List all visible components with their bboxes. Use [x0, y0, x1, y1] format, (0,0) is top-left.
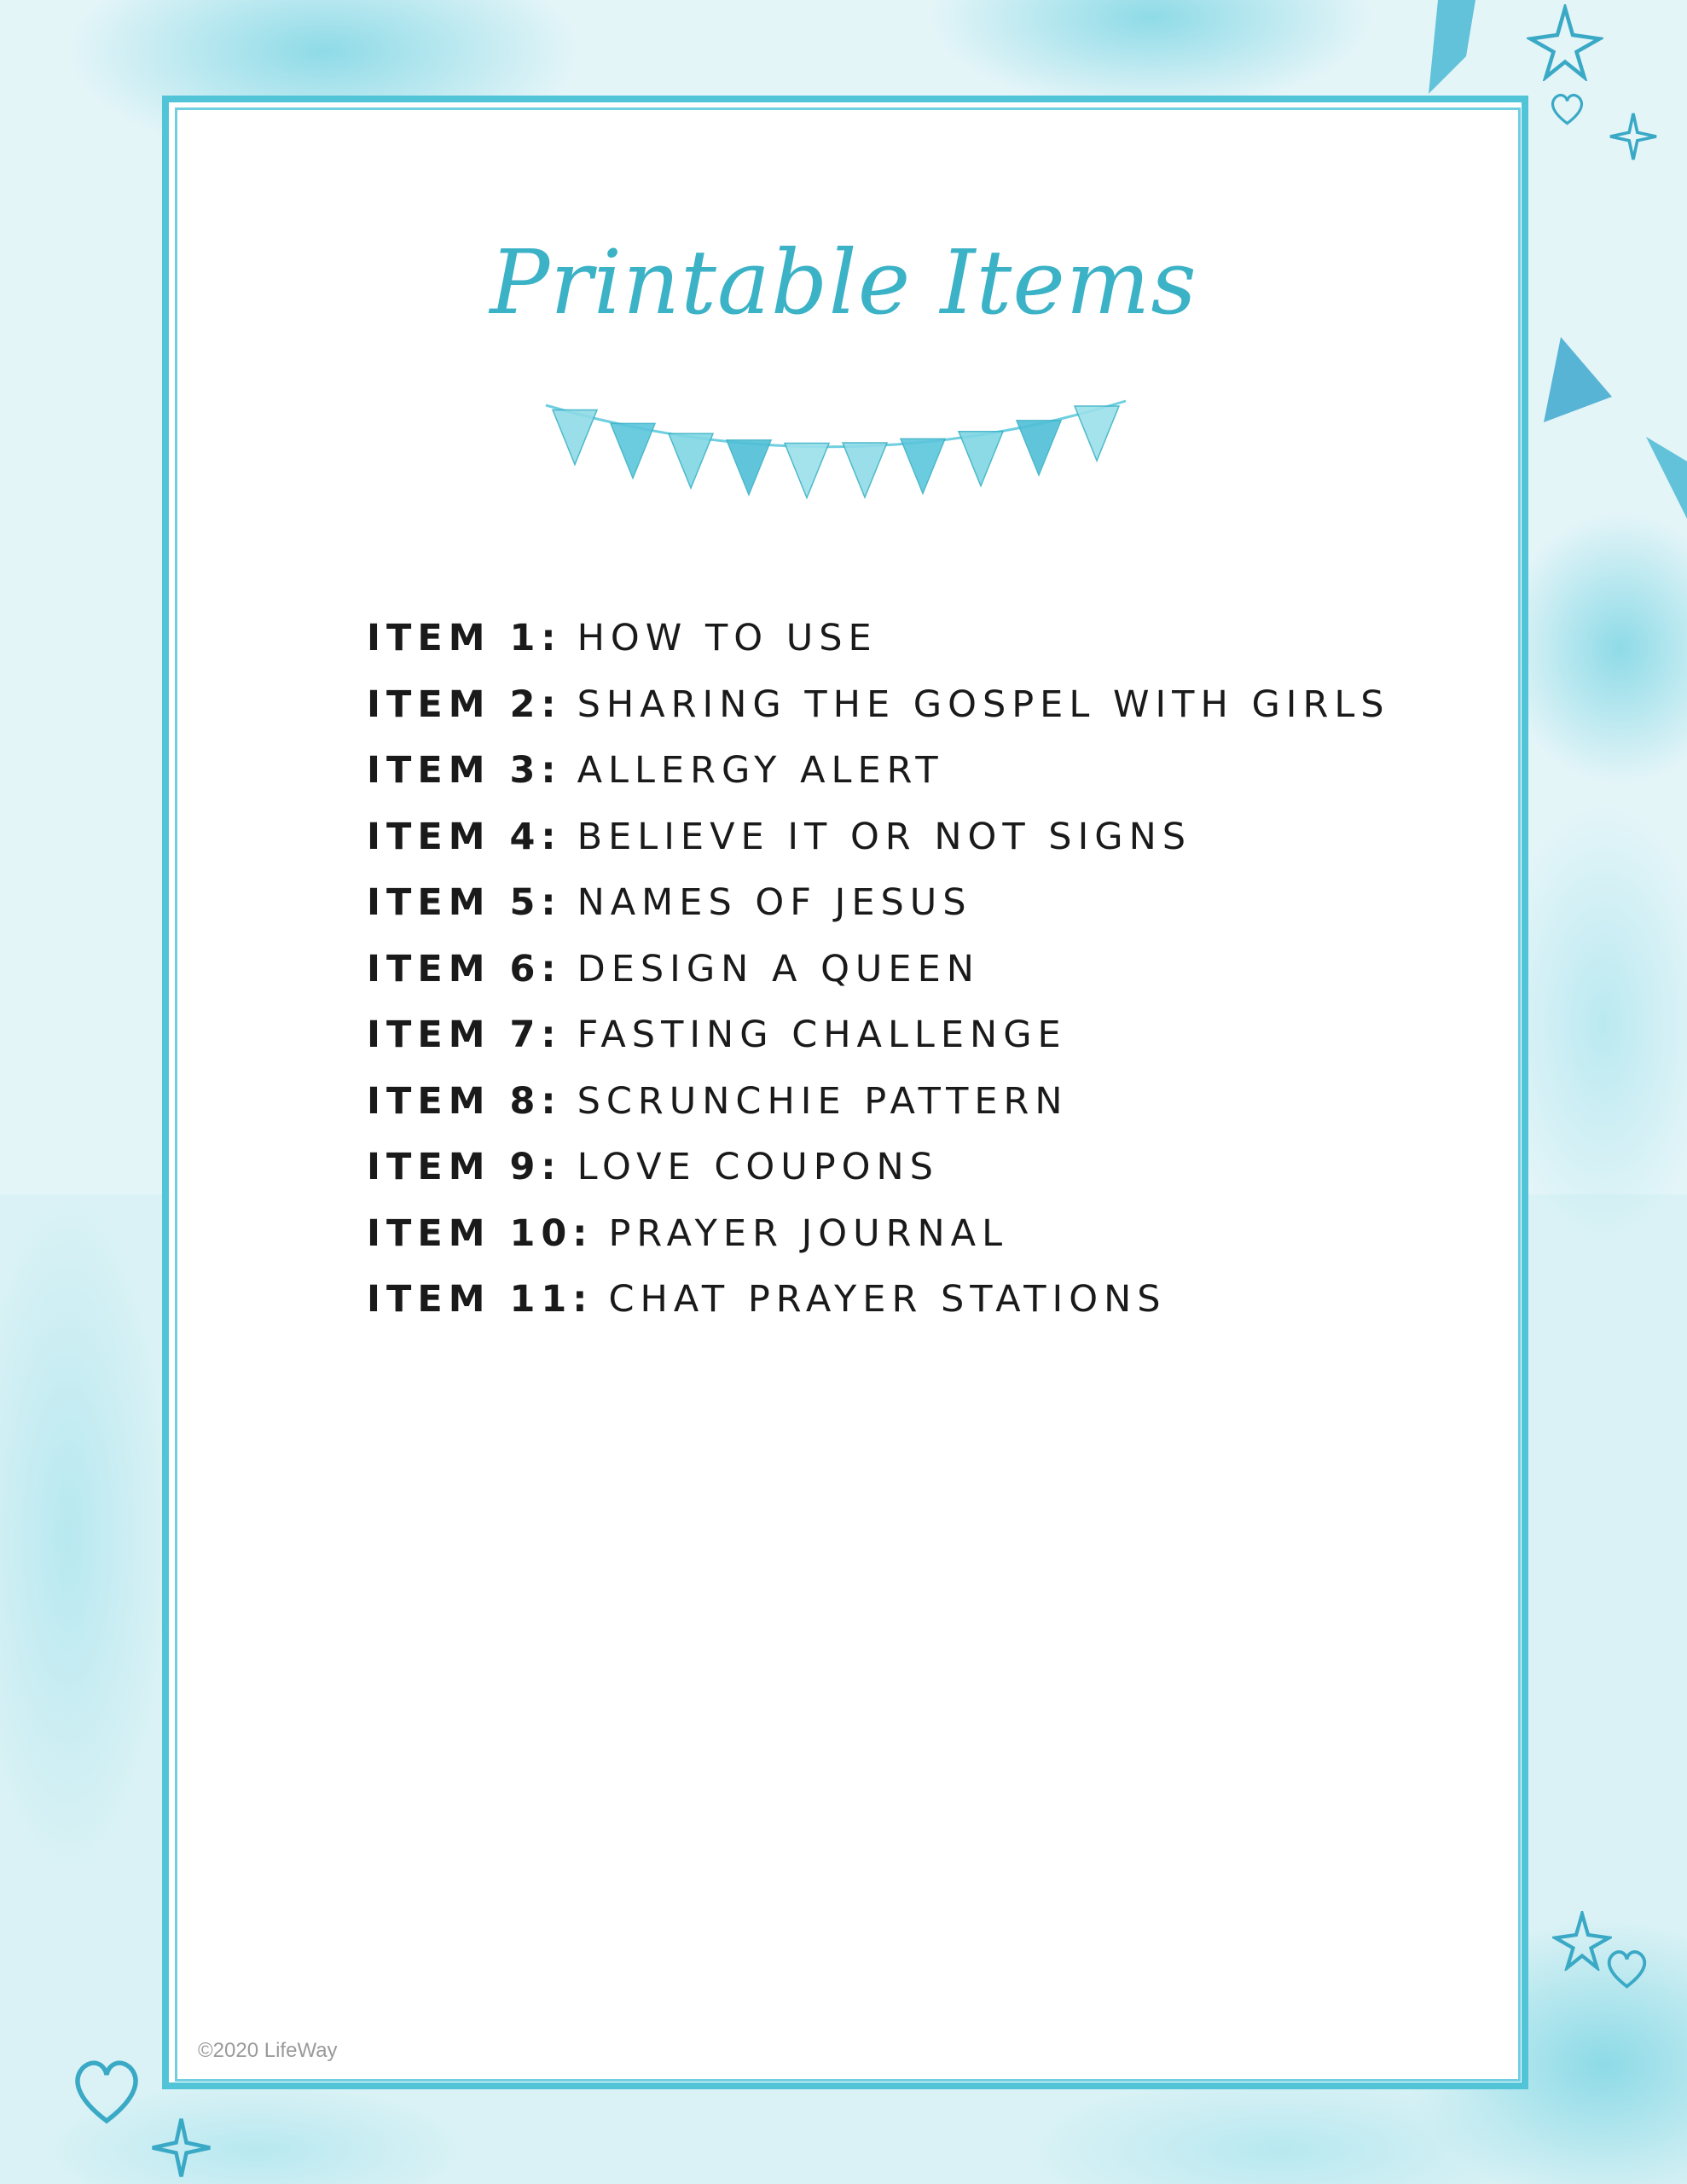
star-icon — [149, 2116, 213, 2180]
copyright-notice: ©2020 LifeWay — [198, 2039, 338, 2062]
bunting-flag — [1075, 406, 1119, 461]
item-label: ITEM 6: — [367, 947, 562, 990]
list-item — [367, 614, 1475, 681]
list-item — [367, 1275, 1475, 1342]
item-label: ITEM 3: — [367, 749, 562, 792]
list-item — [367, 681, 1475, 747]
item-title: CHAT PRAYER STATIONS — [608, 1278, 1167, 1321]
item-list — [367, 614, 1475, 1342]
item-title: PRAYER JOURNAL — [608, 1211, 1009, 1255]
item-title: SCRUNCHIE PATTERN — [577, 1079, 1069, 1123]
heart-icon — [1548, 90, 1586, 128]
bunting-flag — [669, 433, 713, 488]
item-label: ITEM 8: — [367, 1079, 562, 1123]
item-label: ITEM 4: — [367, 815, 562, 858]
heart-icon — [1603, 1945, 1650, 1992]
item-label: ITEM 5: — [367, 881, 562, 924]
watercolor-leaf-icon — [1646, 427, 1687, 529]
bunting-flag — [901, 439, 945, 493]
bunting-flag — [843, 443, 887, 497]
list-item — [367, 1077, 1475, 1144]
bunting-flag — [727, 440, 771, 495]
item-title: DESIGN A QUEEN — [577, 947, 980, 990]
list-item — [367, 945, 1475, 1012]
watercolor-leaf-icon — [1382, 0, 1475, 94]
bunting-flag — [785, 443, 829, 497]
heart-icon — [68, 2048, 145, 2133]
item-title: SHARING THE GOSPEL WITH GIRLS — [577, 682, 1390, 726]
list-item — [367, 1210, 1475, 1276]
item-title: LOVE COUPONS — [577, 1146, 939, 1188]
list-item — [367, 1143, 1475, 1210]
item-title: FASTING CHALLENGE — [577, 1014, 1067, 1056]
bunting-flag — [553, 410, 597, 464]
watercolor-leaf-icon — [1535, 324, 1620, 435]
item-label: ITEM 7: — [367, 1014, 562, 1056]
star-icon — [1608, 111, 1659, 162]
bunting-banner-icon — [537, 388, 1134, 533]
item-title: HOW TO USE — [577, 617, 878, 659]
list-item — [367, 813, 1475, 880]
bunting-flag — [1017, 421, 1061, 475]
item-label: ITEM 11: — [367, 1278, 594, 1321]
page-title: Printable Items — [490, 230, 1197, 334]
bunting-flag — [611, 423, 655, 478]
list-item — [367, 746, 1475, 813]
item-label: ITEM 1: — [367, 617, 562, 659]
star-icon — [1527, 4, 1603, 81]
item-title: BELIEVE IT OR NOT SIGNS — [577, 815, 1192, 858]
item-label: ITEM 2: — [367, 682, 562, 726]
item-title: NAMES OF JESUS — [577, 881, 972, 924]
bunting-flag — [959, 432, 1003, 486]
list-item — [367, 879, 1475, 945]
list-item — [367, 1011, 1475, 1077]
item-label: ITEM 9: — [367, 1146, 562, 1188]
item-title: ALLERGY ALERT — [577, 749, 944, 792]
item-label: ITEM 10: — [367, 1211, 594, 1255]
